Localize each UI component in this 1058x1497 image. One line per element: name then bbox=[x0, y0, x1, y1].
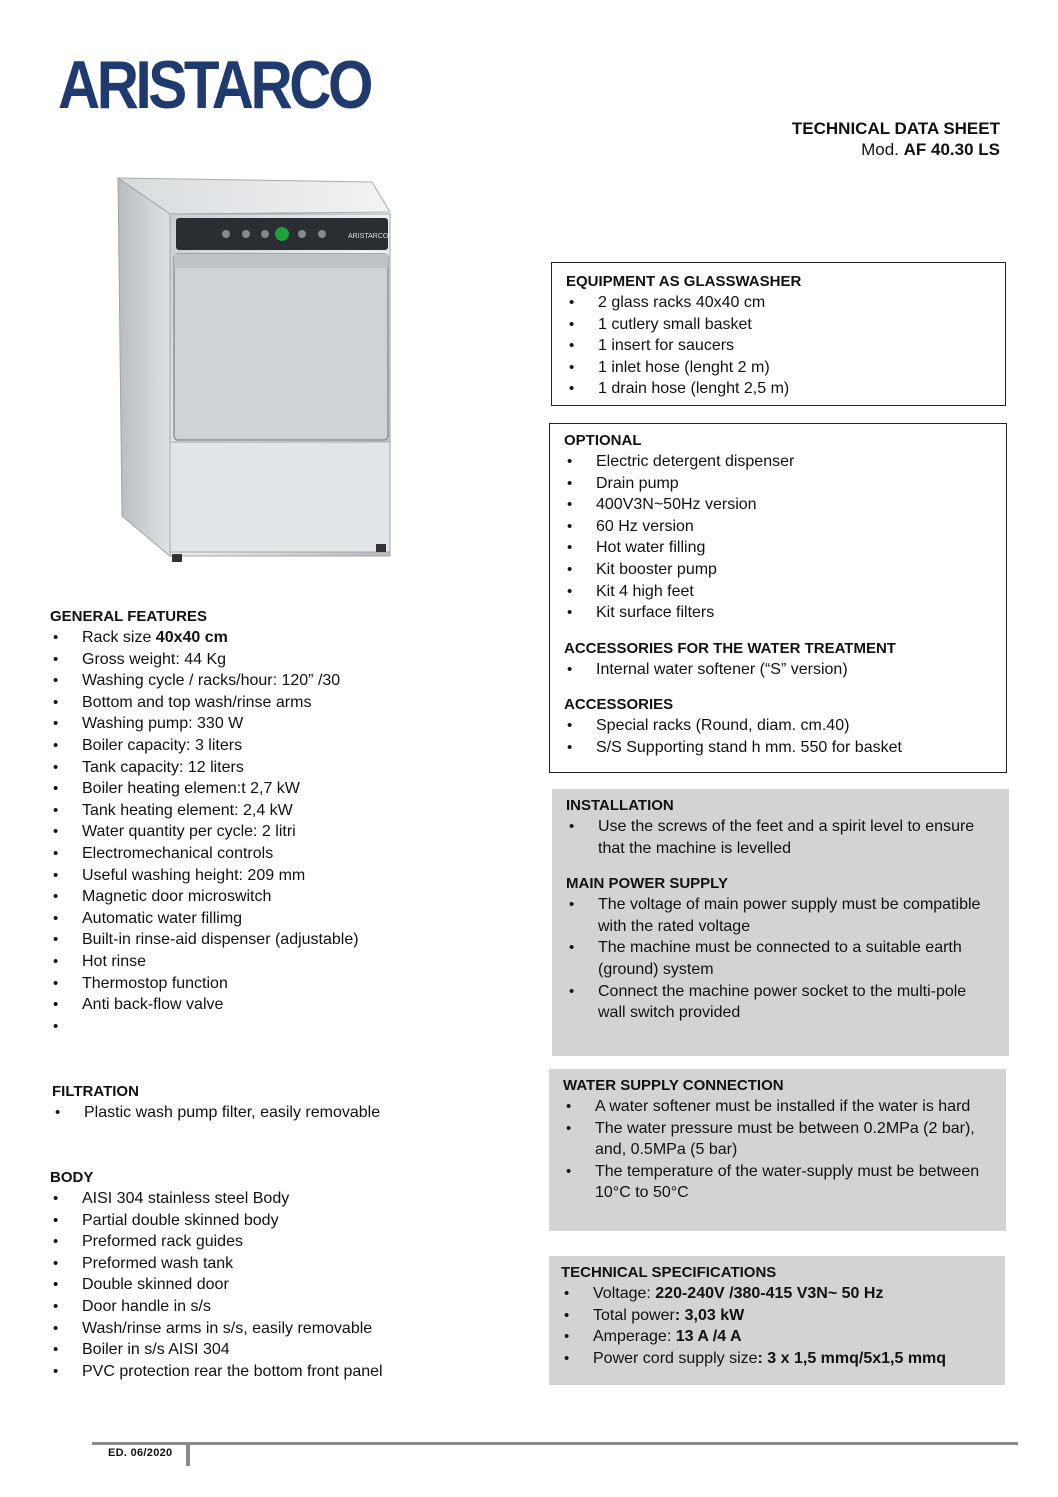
main-power-title: MAIN POWER SUPPLY bbox=[566, 875, 728, 893]
installation-title: INSTALLATION bbox=[566, 797, 674, 814]
list-item bbox=[50, 627, 520, 649]
list-item: • The voltage of main power supply must be compatible with the rated voltage bbox=[566, 894, 995, 937]
list-item: • Kit 4 high feet bbox=[564, 581, 992, 603]
list-item: • Boiler heating elemen:t 2,7 kW bbox=[50, 778, 520, 800]
list-item: • Wash/rinse arms in s/s, easily removable bbox=[50, 1318, 520, 1340]
list-item bbox=[50, 1016, 520, 1038]
document-header bbox=[792, 118, 1000, 160]
list-item: • Preformed rack guides bbox=[50, 1231, 520, 1253]
list-item: • Built-in rinse-aid dispenser (adjustable) bbox=[50, 929, 520, 951]
list-item: • Tank capacity: 12 liters bbox=[50, 757, 520, 779]
list-item bbox=[561, 1326, 993, 1348]
list-item: • Electromechanical controls bbox=[50, 843, 520, 865]
list-item: • Washing pump: 330 W bbox=[50, 713, 520, 735]
water-treatment-list bbox=[564, 659, 992, 681]
tech-specs-list bbox=[561, 1283, 993, 1369]
list-item: • Magnetic door microswitch bbox=[50, 886, 520, 908]
list-item: • Hot rinse bbox=[50, 951, 520, 973]
list-item: • 1 drain hose (lenght 2,5 m) bbox=[566, 378, 991, 400]
list-item: • Boiler capacity: 3 liters bbox=[50, 735, 520, 757]
equipment-title: EQUIPMENT AS GLASSWASHER bbox=[566, 273, 802, 290]
list-item: • Kit booster pump bbox=[564, 559, 992, 581]
filtration-list bbox=[52, 1102, 522, 1124]
amperage-label: Amperage: bbox=[593, 1328, 676, 1346]
list-item: • The water pressure must be between 0.2MPa (2 bar), and, 0.5MPa (5 bar) bbox=[563, 1118, 992, 1161]
list-item: • Drain pump bbox=[564, 473, 992, 495]
optional-title: OPTIONAL bbox=[564, 432, 642, 449]
power-value: : 3,03 kW bbox=[674, 1306, 745, 1324]
list-item: • 2 glass racks 40x40 cm bbox=[566, 292, 991, 314]
list-item: • Gross weight: 44 Kg bbox=[50, 649, 520, 671]
water-supply-list bbox=[563, 1096, 992, 1204]
accessories-list bbox=[564, 715, 992, 758]
list-item: • Boiler in s/s AISI 304 bbox=[50, 1339, 520, 1361]
list-item bbox=[561, 1283, 993, 1305]
list-item: • Preformed wash tank bbox=[50, 1253, 520, 1275]
main-power-list bbox=[566, 894, 995, 1024]
optional-box bbox=[549, 423, 1007, 773]
list-item: • Bottom and top wash/rinse arms bbox=[50, 692, 520, 714]
model-line bbox=[792, 139, 1000, 160]
list-item: • Water quantity per cycle: 2 litri bbox=[50, 821, 520, 843]
list-item: • Kit surface filters bbox=[564, 602, 992, 624]
rack-size-value: 40x40 cm bbox=[155, 629, 228, 646]
water-supply-box bbox=[549, 1069, 1006, 1231]
list-item: • Useful washing height: 209 mm bbox=[50, 865, 520, 887]
list-item bbox=[561, 1305, 993, 1327]
list-item: • Thermostop function bbox=[50, 973, 520, 995]
accessories-title: ACCESSORIES bbox=[564, 696, 674, 714]
list-item bbox=[561, 1348, 993, 1370]
list-item: • Door handle in s/s bbox=[50, 1296, 520, 1318]
voltage-value: 220-240V /380-415 V3N~ 50 Hz bbox=[655, 1285, 884, 1302]
list-item: • 1 inlet hose (lenght 2 m) bbox=[566, 357, 991, 379]
list-item: • A water softener must be installed if the water is hard bbox=[563, 1096, 992, 1118]
model-prefix: Mod. bbox=[861, 140, 899, 159]
footer-tick bbox=[186, 1442, 190, 1466]
equipment-box bbox=[551, 262, 1006, 406]
svg-text:ARISTARCO: ARISTARCO bbox=[348, 233, 389, 240]
list-item: • Connect the machine power socket to the multi-pole wall switch provided bbox=[566, 981, 995, 1024]
list-item: • 60 Hz version bbox=[564, 516, 992, 538]
installation-list bbox=[566, 816, 995, 859]
list-item: • 1 insert for saucers bbox=[566, 335, 991, 357]
model-name: AF 40.30 LS bbox=[903, 140, 1000, 159]
cord-value: : 3 x 1,5 mmq/5x1,5 mmq bbox=[757, 1349, 947, 1367]
glasswasher-photo-icon bbox=[112, 172, 396, 568]
list-item: • Use the screws of the feet and a spirit level to ensure that the machine is levelled bbox=[566, 816, 995, 859]
general-features-list bbox=[50, 627, 520, 1037]
list-item: • Double skinned door bbox=[50, 1274, 520, 1296]
body-section bbox=[50, 1167, 520, 1382]
list-item: • AISI 304 stainless steel Body bbox=[50, 1188, 520, 1210]
list-item: • Automatic water fillimg bbox=[50, 908, 520, 930]
list-item: • The temperature of the water-supply must be between 10°C to 50°C bbox=[563, 1161, 992, 1204]
footer-rule bbox=[92, 1442, 1018, 1445]
list-item: • Hot water filling bbox=[564, 537, 992, 559]
list-item: • Partial double skinned body bbox=[50, 1210, 520, 1232]
list-item: • Electric detergent dispenser bbox=[564, 451, 992, 473]
water-treatment-title: ACCESSORIES FOR THE WATER TREATMENT bbox=[564, 639, 896, 657]
list-item: • 400V3N~50Hz version bbox=[564, 494, 992, 516]
list-item: • Washing cycle / racks/hour: 120” /30 bbox=[50, 670, 520, 692]
document-title: TECHNICAL DATA SHEET bbox=[791, 119, 1000, 138]
product-photo bbox=[112, 172, 396, 568]
tech-specs-box bbox=[549, 1256, 1005, 1385]
cord-label: Power cord supply size bbox=[593, 1349, 758, 1367]
rack-size-label: Rack size bbox=[82, 629, 156, 646]
body-title: BODY bbox=[50, 1169, 94, 1186]
tech-specs-title: TECHNICAL SPECIFICATIONS bbox=[561, 1264, 777, 1281]
power-label: Total power bbox=[593, 1306, 675, 1324]
list-item: • 1 cutlery small basket bbox=[566, 314, 991, 336]
list-item: • Internal water softener (“S” version) bbox=[564, 659, 992, 681]
filtration-title: FILTRATION bbox=[52, 1083, 139, 1100]
water-supply-title: WATER SUPPLY CONNECTION bbox=[563, 1077, 784, 1094]
general-features-section bbox=[50, 606, 520, 1037]
list-item: • S/S Supporting stand h mm. 550 for basket bbox=[564, 737, 992, 759]
filtration-section bbox=[52, 1081, 522, 1124]
svg-text:ARISTARCO: ARISTARCO bbox=[58, 47, 372, 123]
general-features-title: GENERAL FEATURES bbox=[50, 608, 207, 625]
edition-label: ED. 06/2020 bbox=[108, 1447, 173, 1459]
equipment-list bbox=[566, 292, 991, 400]
installation-box bbox=[552, 789, 1009, 1056]
voltage-label: Voltage: bbox=[593, 1285, 656, 1302]
list-item: • Special racks (Round, diam. cm.40) bbox=[564, 715, 992, 737]
aristarco-logo-icon bbox=[58, 47, 374, 123]
list-item: • Tank heating element: 2,4 kW bbox=[50, 800, 520, 822]
list-item: • The machine must be connected to a suitable earth (ground) system bbox=[566, 937, 995, 980]
list-item: • Anti back-flow valve bbox=[50, 994, 520, 1016]
list-item: • PVC protection rear the bottom front panel bbox=[50, 1361, 520, 1383]
amperage-value: 13 A /4 A bbox=[675, 1328, 742, 1346]
list-item: • Plastic wash pump filter, easily removable bbox=[52, 1102, 522, 1124]
body-list bbox=[50, 1188, 520, 1382]
optional-list bbox=[564, 451, 992, 624]
brand-logo bbox=[58, 47, 374, 123]
